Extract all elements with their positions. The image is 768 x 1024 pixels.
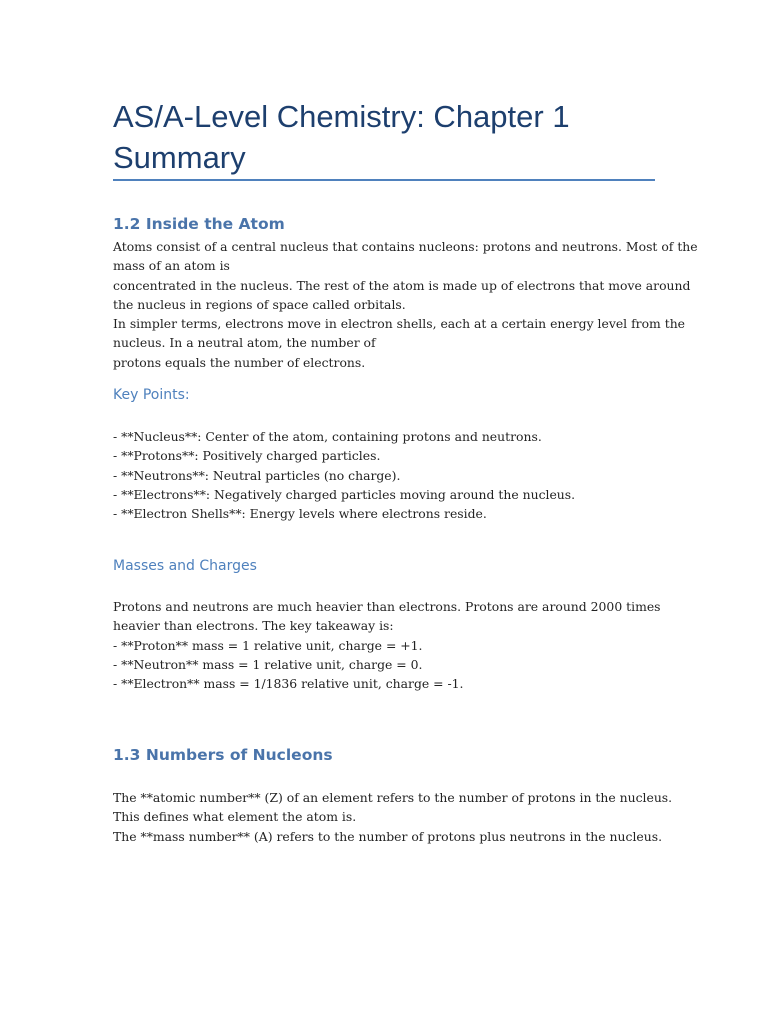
section-heading-inside-atom: 1.2 Inside the Atom [113, 215, 285, 233]
list-item: - **Electron Shells**: Energy levels where electrons reside. [113, 506, 487, 522]
paragraph-numbers-nucleons [113, 788, 673, 846]
text-line: This defines what element the atom is. [113, 809, 357, 825]
list-item: - **Neutron** mass = 1 relative unit, charge = 0. [113, 656, 423, 672]
section-heading-key-points: Key Points: [113, 387, 190, 403]
list-key-points [113, 427, 655, 523]
text-line: concentrated in the nucleus. The rest of the atom is made up of electrons that move around [113, 277, 691, 293]
text-line: the nucleus in regions of space called orbitals. [113, 296, 406, 312]
text-line: nucleus. In a neutral atom, the number of [113, 335, 376, 351]
text-line: The **mass number** (A) refers to the number of protons plus neutrons in the nucleus. [113, 828, 663, 844]
section-heading-numbers-nucleons: 1.3 Numbers of Nucleons [113, 746, 333, 764]
text-line: mass of an atom is [113, 258, 230, 274]
text-line: protons equals the number of electrons. [113, 354, 366, 370]
paragraph-masses-charges [113, 597, 661, 693]
title-divider [113, 179, 655, 181]
section-heading-masses-charges: Masses and Charges [113, 558, 257, 574]
list-item: - **Nucleus**: Center of the atom, containing protons and neutrons. [113, 429, 542, 444]
text-line: Atoms consist of a central nucleus that contains nucleons: protons and neutrons. Most of the [113, 239, 698, 254]
document-title: AS/A-Level Chemistry: Chapter 1 Summary [113, 99, 570, 175]
text-line: In simpler terms, electrons move in electron shells, each at a certain energy level from the [113, 316, 686, 332]
text-line: Protons and neutrons are much heavier than electrons. Protons are around 2000 times [113, 599, 661, 614]
list-item: - **Proton** mass = 1 relative unit, charge = +1. [113, 637, 423, 653]
list-item: - **Electron** mass = 1/1836 relative unit, charge = -1. [113, 676, 464, 692]
paragraph-inside-atom [113, 237, 698, 372]
list-item: - **Neutrons**: Neutral particles (no charge). [113, 467, 401, 483]
text-line: heavier than electrons. The key takeaway is: [113, 618, 394, 634]
list-item: - **Electrons**: Negatively charged particles moving around the nucleus. [113, 486, 576, 502]
list-item: - **Protons**: Positively charged particles. [113, 448, 381, 464]
text-line: The **atomic number** (Z) of an element refers to the number of protons in the nucleus. [113, 790, 673, 805]
